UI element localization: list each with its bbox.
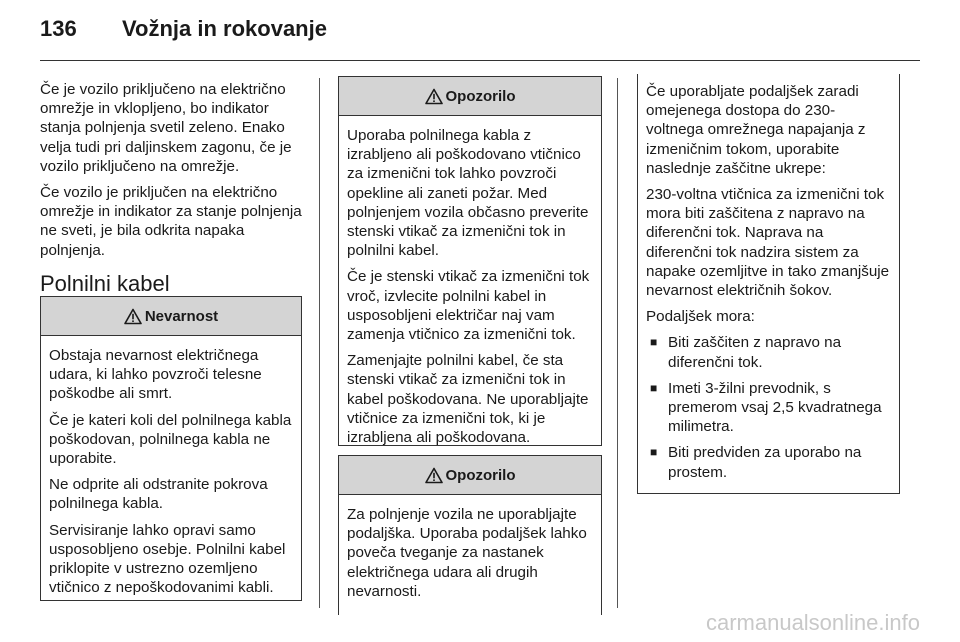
danger-box-label: Nevarnost [144, 307, 219, 325]
warning-triangle-icon [425, 88, 443, 105]
warning-triangle-icon [425, 467, 443, 484]
paragraph: Uporaba polnilnega kabla z izrabljeno ali poškodovano vtičnico za izmenični tok lahko povzroči opekline ali zaneti požar. Med polnjenjem vozila občasno preverite stenski vtikač za izmenični tok in polnilni kabel. [347, 127, 589, 260]
paragraph: Za polnjenje vozila ne uporabljajte podaljška. Uporaba podaljšek lahko poveča tveganje za nastanek električnega udara ali drugih nevarnosti. [347, 506, 587, 600]
paragraph: Zamenjajte polnilni kabel, če sta stenski vtikač za izmenični tok in kabel poškodovana. Ne uporabljajte vtičnice za izmenični tok, ki je izrabljena ali poškodovana. [347, 352, 589, 447]
paragraph: 230-voltna vtičnica za izmenični tok mora biti zaščitena z napravo na diferenčni tok. Naprava na diferenčni tok nadzira sistem za napake ozemljitve in tako zmanjšuje nevarnost električnih šokov. [646, 186, 890, 300]
extension-cord-box-body [638, 74, 899, 482]
column-1 [40, 80, 305, 305]
warning-box-header [339, 77, 601, 116]
warning-box-body [339, 116, 601, 447]
warning-box-label: Opozorilo [445, 87, 516, 105]
requirements-list [646, 333, 891, 481]
paragraph: Ne odprite ali odstranite pokrova polnilnega kabla. [49, 476, 268, 513]
column-divider-1 [319, 78, 320, 608]
extension-cord-box [637, 74, 900, 494]
list-item: ■ Biti predviden za uporabo na prostem. [646, 443, 891, 481]
header-divider [40, 60, 920, 61]
watermark: carmanualsonline.info [705, 610, 920, 635]
paragraph: Podaljšek mora: [646, 308, 755, 326]
warning-triangle-icon [124, 308, 142, 325]
warning-box-header [339, 456, 601, 495]
warning-box-2 [338, 455, 602, 615]
danger-box-body [41, 336, 301, 597]
list-item: ■ Imeti 3-žilni prevodnik, s premerom vsaj 2,5 kvadratnega milimetra. [646, 379, 891, 437]
paragraph: Če je stenski vtikač za izmenični tok vroč, izvlecite polnilni kabel in usposobljeni električar naj vam zamenja vtičnico za izmenični tok. [347, 268, 590, 344]
page-number: 136 [40, 16, 77, 41]
danger-box [40, 296, 302, 601]
paragraph: Obstaja nevarnost električnega udara, ki lahko povzroči telesne poškodbe ali smrt. [49, 347, 262, 403]
warning-box-body [339, 495, 601, 601]
paragraph: Če je kateri koli del polnilnega kabla poškodovan, polnilnega kabla ne uporabite. [49, 411, 292, 468]
danger-box-header [41, 297, 301, 336]
list-item: ■ Biti zaščiten z napravo na diferenčni tok. [646, 333, 891, 371]
warning-box-label: Opozorilo [445, 466, 516, 484]
paragraph: Če vozilo je priključen na električno omrežje in indikator za stanje polnjenja ne sveti, je bila odkrita napaka polnjenja. [40, 184, 302, 259]
paragraph: Servisiranje lahko opravi samo usposobljeno osebje. Polnilni kabel priklopite v ustrezno ozemljeno vtičnico z nepoškodovanimi kabli. [49, 521, 286, 597]
warning-box-1 [338, 76, 602, 446]
paragraph: Če je vozilo priključeno na električno omrežje in vklopljeno, bo indikator stanja polnjenja svetil zeleno. Enako velja tudi pri daljinskem zagonu, če je vozilo priključeno na omrežje. [40, 81, 292, 175]
column-divider-2 [617, 78, 618, 608]
section-heading: Polnilni kabel [40, 270, 170, 296]
page-title: Vožnja in rokovanje [122, 16, 327, 41]
paragraph: Če uporabljate podaljšek zaradi omejenega dostopa do 230-voltnega omrežnega napajanja z izmeničnim tokom, uporabite naslednje zaščitne ukrepe: [646, 83, 866, 177]
page-header [40, 16, 327, 52]
